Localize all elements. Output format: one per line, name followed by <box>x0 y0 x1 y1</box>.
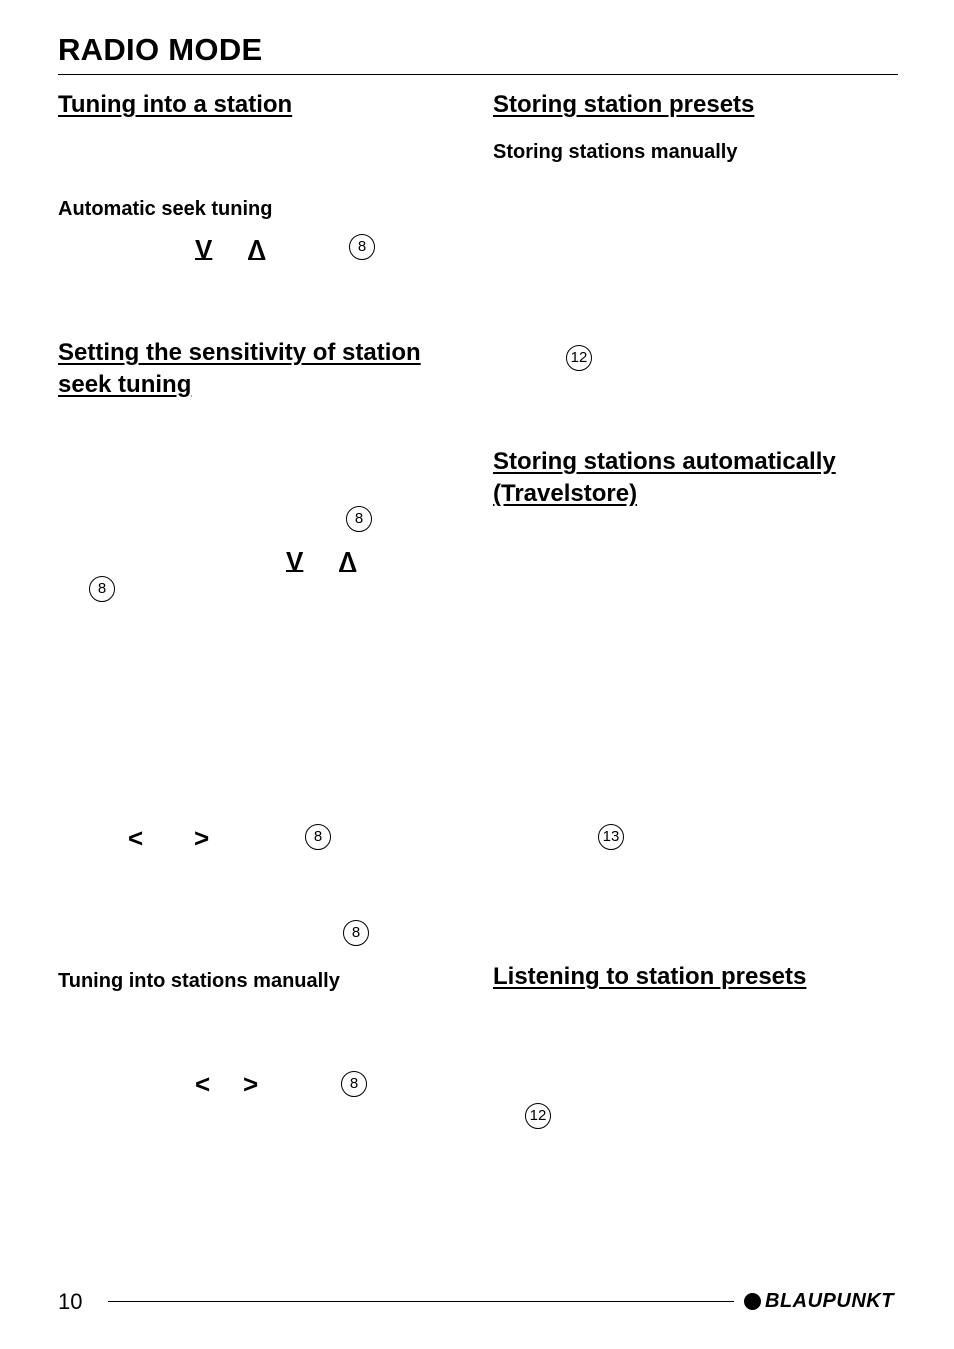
title-divider <box>58 74 898 75</box>
page-title: RADIO MODE <box>58 32 263 67</box>
heading-travelstore-line2: (Travelstore) <box>493 480 638 507</box>
page-number: 10 <box>58 1289 83 1314</box>
heading-sensitivity-line1: Setting the sensitivity of station <box>58 339 421 366</box>
left-arrow-icon: < <box>128 823 144 853</box>
callout-8-sensitivity-d: 8 <box>343 920 369 946</box>
callout-8-sensitivity-a: 8 <box>346 506 372 532</box>
seek-down-icon: V <box>286 546 304 576</box>
heading-manual-tuning: Tuning into stations manually <box>58 970 340 992</box>
right-arrow-icon: > <box>243 1069 259 1099</box>
brand-name: BLAUPUNKT <box>765 1290 894 1312</box>
heading-sensitivity-line2: seek tuning <box>58 371 192 398</box>
callout-12-listening: 12 <box>525 1103 551 1129</box>
callout-8-manual: 8 <box>341 1071 367 1097</box>
right-arrow-icon: > <box>194 823 210 853</box>
seek-up-icon: Λ <box>339 546 357 576</box>
heading-listening-presets: Listening to station presets <box>493 963 807 990</box>
brand-logo <box>744 1290 894 1313</box>
callout-8-sensitivity-b: 8 <box>89 576 115 602</box>
callout-8-auto-seek: 8 <box>349 234 375 260</box>
left-arrow-icon: < <box>195 1069 211 1099</box>
seek-up-icon: Λ <box>248 234 266 264</box>
callout-8-sensitivity-c: 8 <box>305 824 331 850</box>
heading-tuning-station: Tuning into a station <box>58 91 293 118</box>
heading-storing-manually: Storing stations manually <box>493 141 738 163</box>
heading-travelstore-line1: Storing stations automatically <box>493 448 836 475</box>
callout-13-travelstore: 13 <box>598 824 624 850</box>
heading-automatic-seek: Automatic seek tuning <box>58 198 273 220</box>
footer-divider <box>108 1301 734 1302</box>
brand-dot-icon <box>744 1293 761 1310</box>
seek-down-icon: V <box>195 234 213 264</box>
heading-storing-presets: Storing station presets <box>493 91 755 118</box>
callout-12-store: 12 <box>566 345 592 371</box>
